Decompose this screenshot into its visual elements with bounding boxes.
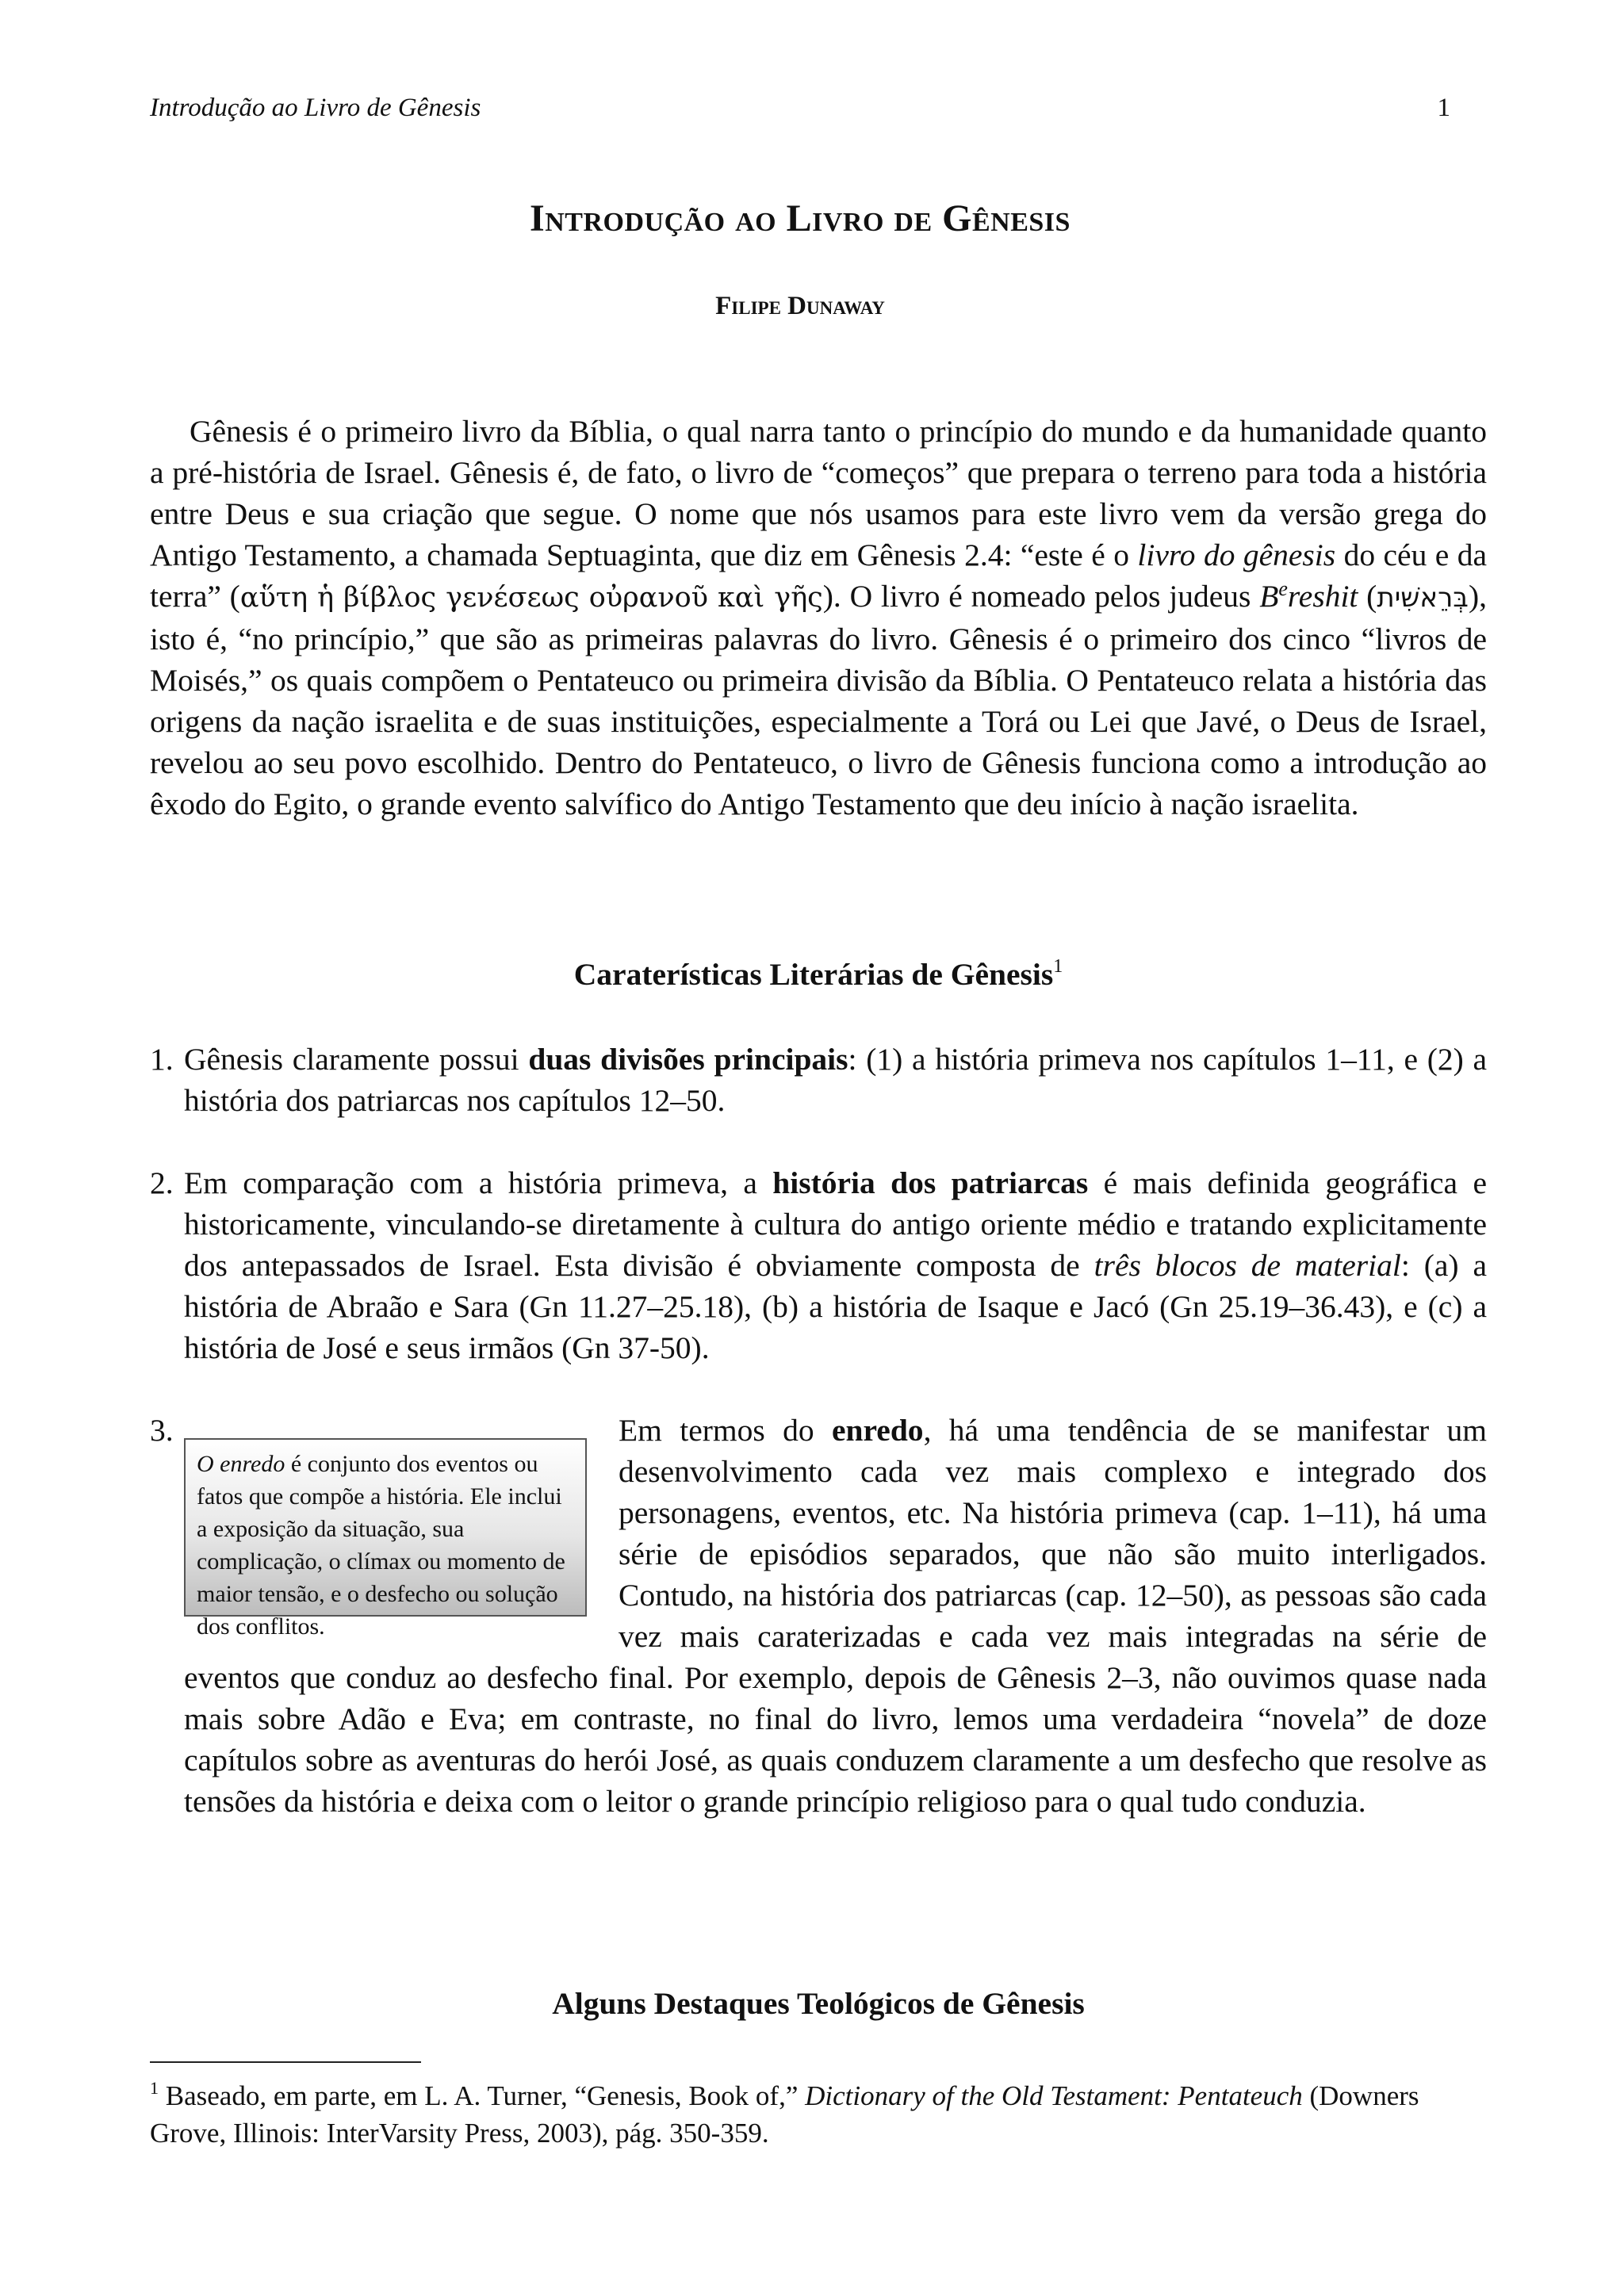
footnote-italic-title: Dictionary of the Old Testament: Pentateuch — [805, 2080, 1303, 2111]
item-text: Em comparação com a história primeva, a — [184, 1165, 773, 1200]
intro-text-3: ). O livro é nomeado pelos judeus — [822, 579, 1260, 614]
page-number: 1 — [1437, 94, 1450, 122]
list-number: 1. — [150, 1042, 174, 1077]
footnote-reference: 1 — [1053, 956, 1063, 977]
hebrew-word: בְּרֵאשִׁית — [1377, 582, 1469, 614]
item-text: , há uma tendência de se manifestar um desenvolvimento cada vez mais complexo e integrado dos personagens, eventos, etc. Na história primeva (cap. 1–11), há uma série de episódios separados, que não são muito interligados. Contudo, na história dos patriarcas (cap. 12–50), as pessoas são cada vez mais caraterizadas e cada vez mais integradas na série de eventos que conduz ao desfecho final. Por exemplo, depois de Gênesis 2–3, não ouvimos quase nada mais sobre Adão e Eva; em contraste, no final do livro, lemos uma verdadeira “novela” de doze capítulos sobre as aventuras do herói José, as quais conduzem claramente a um desfecho que resolve as tensões da história e deixa com o leitor o grande princípio religioso para o qual tudo conduzia. — [184, 1413, 1488, 1819]
intro-text-5: ), isto é, “no princípio,” que são as primeiras palavras do livro. Gênesis é o primeiro dos cinco “livros de Moisés,” os quais compõem o Pentateuco ou primeira divisão da Bíblia. O Pentateuco relata a história das origens da nação israelita e de suas instituições, especialmente a Torá ou Lei que Javé, o Deus de Israel, revelou ao seu povo escolhido. Dentro do Pentateuco, o livro de Gênesis funciona como a introdução ao êxodo do Egito, o grande evento salvífico do Antigo Testamento que deu início à nação israelita. — [150, 579, 1487, 821]
bereshit-superscript: e — [1278, 577, 1288, 600]
bereshit-rest: reshit — [1287, 579, 1358, 614]
item-bold-text: história dos patriarcas — [772, 1165, 1089, 1200]
intro-text-1: Gênesis é o primeiro livro da Bíblia, o qual narra tanto o princípio do mundo e da humanidade quanto a pré-história de Israel. Gênesis é, de fato, o livro de “começos” que prepara o terreno para toda a história entre Deus e sua criação que segue. O nome que nós usamos para este livro vem da versão grega do Antigo Testamento, a chamada Septuaginta, que diz em Gênesis 2.4: “este é o — [150, 414, 1487, 572]
footnote-text-1: Baseado, em parte, em L. A. Turner, “Genesis, Book of,” — [159, 2080, 806, 2111]
list-item-text — [184, 1162, 1487, 1368]
list-item-text — [184, 1039, 1487, 1121]
running-header — [150, 94, 1450, 133]
item-text: Gênesis claramente possui — [184, 1042, 529, 1077]
running-title: Introdução ao Livro de Gênesis — [150, 94, 481, 122]
section-heading-theological: Alguns Destaques Teológicos de Gênesis — [552, 1986, 1085, 2021]
bereshit-b: B — [1259, 579, 1279, 614]
intro-italic-book-title: livro do gênesis — [1137, 538, 1336, 572]
sidebar-italic-term: O enredo — [197, 1451, 285, 1477]
list-item — [150, 1162, 1487, 1368]
list-item — [150, 1039, 1487, 1121]
intro-text-2: do céu e da terra” ( — [150, 538, 1487, 614]
document-title: Introdução ao Livro de Gênesis — [530, 197, 1071, 239]
list-item — [150, 1410, 1487, 1822]
item-italic-text: três blocos de material — [1094, 1248, 1401, 1283]
greek-quote: αὕτη ἡ βίβλος γενέσεως οὐρανοῦ καὶ γῆς — [239, 582, 823, 614]
footnote-marker: 1 — [150, 2078, 159, 2098]
item-bold-text: enredo — [831, 1413, 924, 1448]
section-heading-text: Caraterísticas Literárias de Gênesis — [573, 957, 1054, 992]
item-text: : (a) a história de Abraão e Sara (Gn 11.27–25.18), (b) a história de Isaque e Jacó (Gn 25.19–36.43), e (c) a história de José e seus irmãos (Gn 37-50). — [184, 1248, 1487, 1365]
section-heading-literary — [150, 956, 1487, 993]
footnote-text-2: (Downers Grove, Illinois: InterVarsity Press, 2003), pág. 350-359. — [150, 2080, 1419, 2149]
intro-paragraph — [150, 411, 1487, 825]
definition-sidebar-box — [184, 1438, 587, 1640]
list-number: 3. — [150, 1413, 174, 1448]
footnote — [150, 2077, 1487, 2152]
intro-text-4: ( — [1358, 579, 1377, 614]
footnote-separator — [150, 2061, 421, 2063]
list-number: 2. — [150, 1165, 174, 1200]
item-bold-text: duas divisões principais — [528, 1042, 848, 1077]
item-text: é mais definida geográfica e historicamente, vinculando-se diretamente à cultura do antigo oriente médio e tratando explicitamente dos antepassados de Israel. Esta divisão é obviamente composta de — [184, 1165, 1487, 1283]
item-text: : (1) a história primeva nos capítulos 1–11, e (2) a história dos patriarcas nos capítulos 12–50. — [184, 1042, 1487, 1118]
sidebar-text: é conjunto dos eventos ou fatos que compõe a história. Ele inclui a exposição da situação, sua complicação, o clímax ou momento de maior tensão, e o desfecho ou solução dos conflitos. — [197, 1451, 565, 1640]
author-name: Filipe Dunaway — [715, 292, 885, 320]
list-item-text — [184, 1410, 1487, 1822]
item-text: Em termos do — [619, 1413, 832, 1448]
